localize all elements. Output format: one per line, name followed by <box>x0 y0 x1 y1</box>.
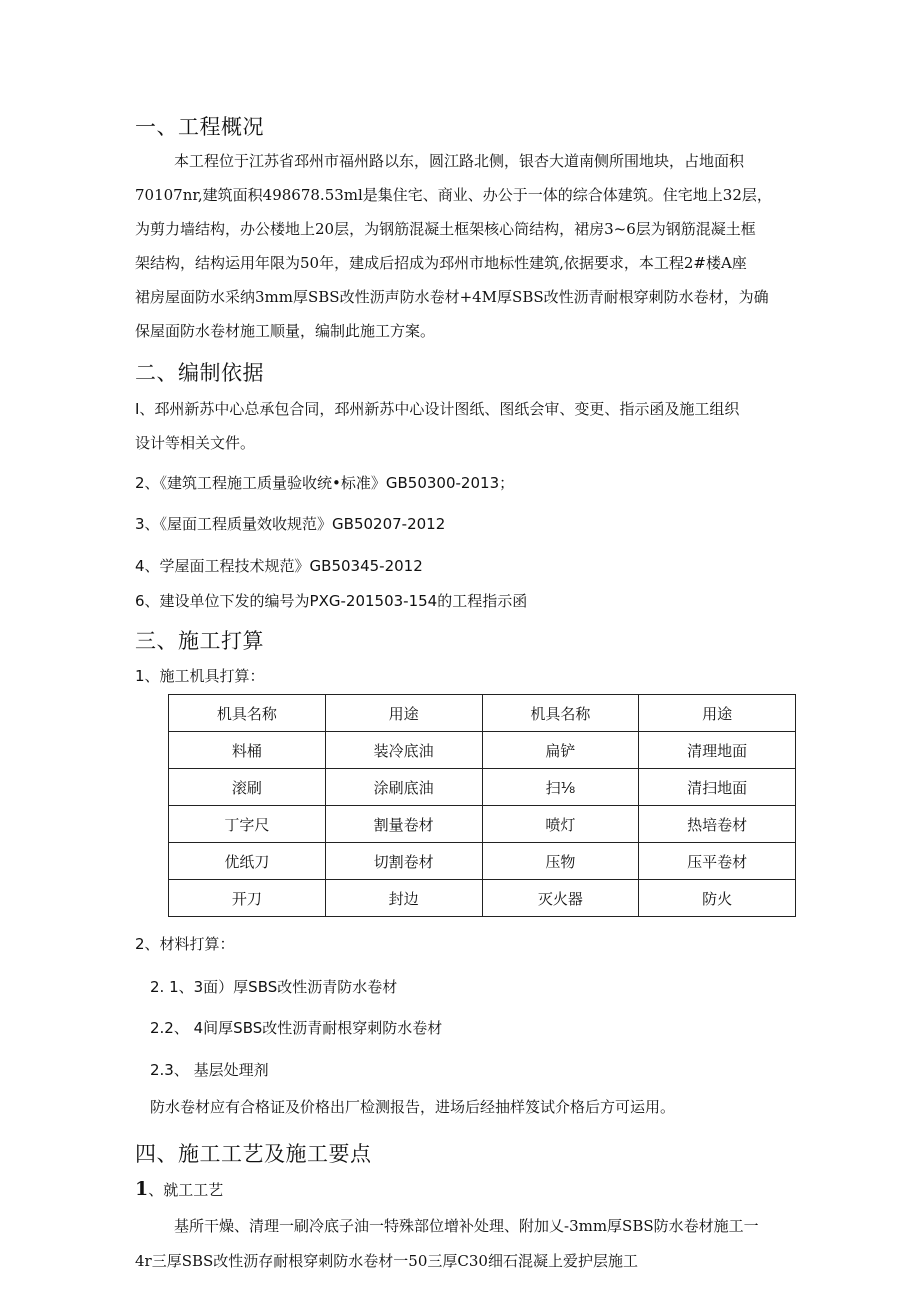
table-cell: 扁铲 <box>482 732 639 769</box>
table-cell: 扫⅛ <box>482 769 639 806</box>
section-1-line-5: 裙房屋面防水采纳3mm厚SBS改性沥声防水卷材+4M厚SBS改性沥青耐根穿刺防水卷材，为确 <box>135 288 769 306</box>
table-header-cell: 机具名称 <box>169 695 326 732</box>
table-cell: 封边 <box>325 880 482 917</box>
section-4-title: 四、施工工艺及施工要点 <box>135 1142 372 1166</box>
table-row <box>169 880 796 917</box>
process-line-1: 基所干燥、清理一刷冷底子油一特殊部位增补处理、附加乂-3mm厚SBS防水卷材施工一 <box>174 1217 759 1235</box>
section-3-title: 三、施工打算 <box>135 629 264 653</box>
tools-table <box>168 694 796 917</box>
table-cell: 热培卷材 <box>639 806 796 843</box>
process-subheading <box>135 1178 223 1200</box>
section-1-line-6: 保屋面防水卷材施工顺量，编制此施工方案。 <box>135 322 436 340</box>
section-1-title: 一、工程概况 <box>135 115 264 139</box>
material-item-3: 2.3、 基层处理剂 <box>150 1061 269 1079</box>
section-1-line-2: 70107nr,建筑面积498678.53ml是集住宅、商业、办公于一体的综合体建筑。住宅地上32层， <box>135 186 772 204</box>
table-header-cell: 用途 <box>325 695 482 732</box>
section-1-line-4: 架结构，结构运用年限为50年，建成后招成为邳州市地标性建筑,依据要求，本工程2#楼A座 <box>135 254 747 272</box>
section-1-line-3: 为剪力墙结构，办公楼地上20层，为钢筋混凝土框架核心筒结构，裙房3~6层为钢筋混凝土框 <box>135 220 756 238</box>
table-cell: 开刀 <box>169 880 326 917</box>
materials-heading: 2、材料打算： <box>135 935 235 953</box>
process-subheading-number: 1 <box>135 1178 149 1200</box>
table-cell: 灭火器 <box>482 880 639 917</box>
tools-heading: 1、施工机具打算： <box>135 667 265 685</box>
process-line-2: 4r三厚SBS改性沥存耐根穿刺防水卷材一50三厚C30细石混凝上爱护层施工 <box>135 1252 638 1270</box>
table-cell: 料桶 <box>169 732 326 769</box>
table-header-cell: 机具名称 <box>482 695 639 732</box>
table-cell: 优纸刀 <box>169 843 326 880</box>
table-header-row <box>169 695 796 732</box>
table-cell: 喷灯 <box>482 806 639 843</box>
table-cell: 清理地面 <box>639 732 796 769</box>
materials-note: 防水卷材应有合格证及价格出厂检测报告，进场后经抽样笈试介格后方可运用。 <box>150 1098 676 1116</box>
basis-item-2: 2、《建筑工程施工质量验收统•标准》GB50300-2013； <box>135 474 515 492</box>
table-row <box>169 843 796 880</box>
table-cell: 滚刷 <box>169 769 326 806</box>
section-2-title: 二、编制依据 <box>135 361 264 385</box>
basis-item-6: 6、建设单位下发的编号为PXG-201503-154的工程指示函 <box>135 592 528 610</box>
basis-item-4: 4、学屋面工程技术规范》GB50345-2012 <box>135 557 423 575</box>
table-header-cell: 用途 <box>639 695 796 732</box>
table-cell: 涂刷底油 <box>325 769 482 806</box>
section-1-line-1: 本工程位于江苏省邳州市福州路以东，圆江路北侧，银杏大道南侧所围地块，占地面积 <box>174 152 745 170</box>
basis-item-1-line-1: I、邳州新苏中心总承包合同，邳州新苏中心设计图纸、图纸会审、变更、指示函及施工组织 <box>135 400 740 418</box>
basis-item-1-line-2: 设计等相关文件。 <box>135 434 256 452</box>
table-cell: 压平卷材 <box>639 843 796 880</box>
process-subheading-label: 、就工工艺 <box>148 1181 224 1199</box>
table-cell: 切割卷材 <box>325 843 482 880</box>
table-cell: 丁字尺 <box>169 806 326 843</box>
table-row <box>169 806 796 843</box>
table-cell: 防火 <box>639 880 796 917</box>
table-cell: 割量卷材 <box>325 806 482 843</box>
table-cell: 装冷底油 <box>325 732 482 769</box>
table-cell: 清扫地面 <box>639 769 796 806</box>
material-item-1: 2. 1、3面）厚SBS改性沥青防水卷材 <box>150 978 398 996</box>
table-row <box>169 732 796 769</box>
table-row <box>169 769 796 806</box>
basis-item-3: 3、《屋面工程质量效收规范》GB50207-2012 <box>135 515 446 533</box>
material-item-2: 2.2、 4间厚SBS改性沥青耐根穿刺防水卷材 <box>150 1019 443 1037</box>
table-cell: 压物 <box>482 843 639 880</box>
